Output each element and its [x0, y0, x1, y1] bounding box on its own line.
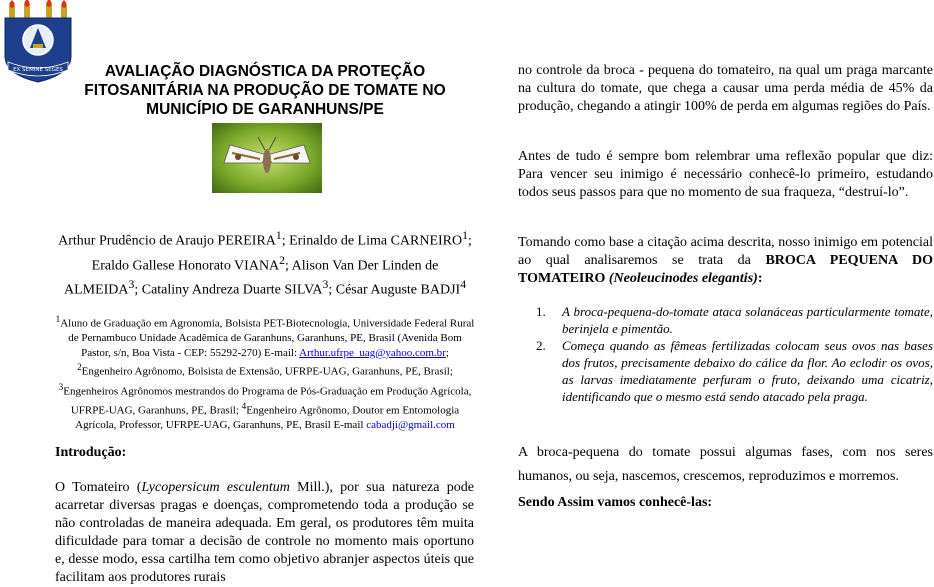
- email-link-arthur[interactable]: Arthur.ufrpe_uag@yahoo.com.br: [299, 346, 446, 359]
- svg-text:EX SEMINE SEGES: EX SEMINE SEGES: [13, 67, 63, 73]
- numbered-list: [536, 303, 933, 405]
- paragraph-enemy: Tomando como base a citação acima descrita, nosso inimigo em potencial ao qual analisaremos se trata da BROCA PEQUENA DO TOMATEIRO (Neoleucinodes elegantis):: [518, 235, 933, 287]
- email-cabadji[interactable]: cabadji@gmail.com: [366, 419, 455, 432]
- torch-icons: [9, 0, 67, 20]
- intro-heading: Introdução:: [55, 445, 127, 460]
- list-item: 1. A broca-pequena-do-tomate ataca solanáceas particularmente tomate, berinjela e pimentão.: [536, 304, 933, 336]
- paragraph-reflection: Antes de tudo é sempre bom relembrar uma reflexão popular que diz: Para vencer seu inimigo é necessário conhecê-lo primeiro, estudando todos seus passos para que no momento de sua fraqueza, “destruí-lo”.: [518, 149, 933, 201]
- authors: Arthur Prudêncio de Araujo PEREIRA$^1$; Erinaldo de Lima CARNEIRO$^1$; Eraldo Gallese Honorato VIANA$^2$; Alison Van Der Linden de ALMEIDA$^3$; Cataliny Andreza Duarte SILVA$^3$; César Auguste BADJI$^4$: [58, 229, 472, 298]
- intro-paragraph: O Tomateiro (Lycopersicum esculentum Mill.), por sua natureza pode acarretar diversas pragas e doenças, comprometendo toda a produção se não controladas de maneira adequada. Em geral, os produtores têm muita dificuldade para tomar a decisão de controle no momento mais oportuno e, desse modo, essa cartilha tem como objetivo abranjer aspectos úteis que facilitam aos produtores rurais: [55, 480, 474, 585]
- document-title: AVALIAÇÃO DIAGNÓSTICA DA PROTEÇÃO FITOSANITÁRIA NA PRODUÇÃO DE TOMATE NO MUNICÍPIO DE GARANHUNS/PE: [84, 63, 446, 118]
- moth-photo: [212, 123, 322, 193]
- affiliations: $^1$Aluno de Graduação em Agronomia, Bolsista PET-Biotecnologia, Universidade Federal Rural de Pernambuco Unidade Acadêmica de Garanhuns, Garanhuns, PE, Brasil (Avenida Bom Pastor, s/n, Boa Vista - CEP: 55292-270) E-mail: Arthur.ufrpe_uag@yahoo.com.br; $^2$Engenheiro Agrônomo, Bolsista de Extensão, UFRPE-UAG, Garanhuns, PE, Brasil; $^3$Engenheiros Agrônomos mestrandos do Programa de Pós-Graduação em Produção Agrícola, UFRPE-UAG, Garanhuns, PE, Brasil; $^4$Engenheiro Agrônomo, Doutor em Entomologia Agrícola, Professor, UFRPE-UAG, Garanhuns, PE, Brasil E-mail cabadji@gmail.com: [55, 314, 475, 432]
- paragraph-lead-in: Sendo Assim vamos conhecê-las:: [518, 495, 713, 510]
- paragraph-control: no controle da broca - pequena do tomateiro, na qual um praga marcante na cultura do tomate, que chega a causar uma perda média de 45% da produção, chegando a atingir 100% de perda em algumas regiões do País.: [518, 63, 933, 115]
- paragraph-phases: A broca-pequena do tomate possui algumas fases, com nos seres humanos, ou seja, nascemos, crescemos, reproduzimos e morremos.: [518, 445, 933, 484]
- list-item: 2. Começa quando as fêmeas fertilizadas colocam seus ovos nas bases dos frutos, precisamente debaixo do cálice da flor. Ao eclodir os ovos, as larvas imediatamente perfuram o fruto, deixando uma cicatriz, identificando que o mesmo está sendo atacado pela praga.: [536, 338, 933, 404]
